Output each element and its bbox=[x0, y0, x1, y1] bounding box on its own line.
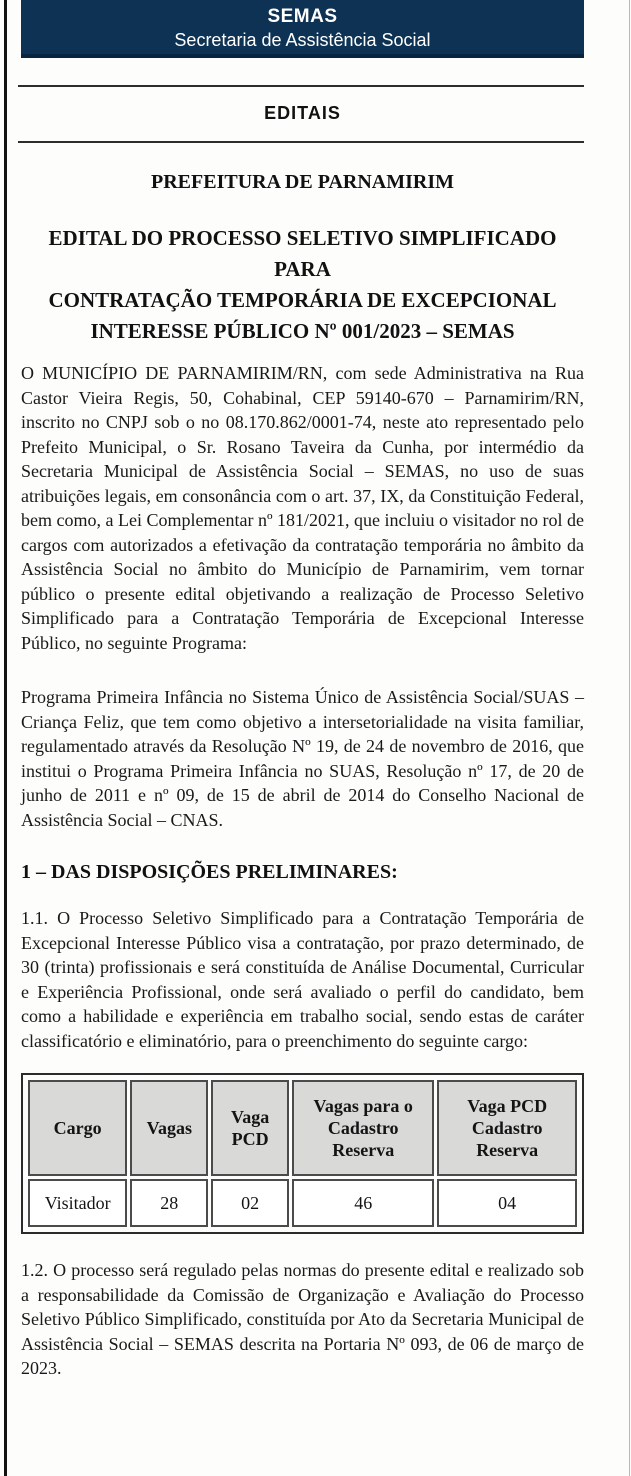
cell-pcd-cadastro-reserva: 04 bbox=[437, 1179, 577, 1227]
table-header-cadastro-reserva: Vagas para o Cadastro Reserva bbox=[292, 1080, 434, 1176]
cell-vagas: 28 bbox=[130, 1179, 208, 1227]
paragraph-program: Programa Primeira Infância no Sistema Único de Assistência Social/SUAS – Criança Feliz, que tem como objetivo a intersetorialidade na visita familiar, regulamentado através da Resolução Nº 19, de 24 de novembro de 2016, que institui o Programa Primeira Infância no SUAS, Resolução nº 17, de 20 de junho de 2011 e nº 09, de 15 de abril de 2014 do Conselho Nacional de Assistência Social – CNAS. bbox=[21, 687, 584, 830]
document-title-line: EDITAL DO PROCESSO SELETIVO SIMPLIFICADO PARA bbox=[48, 226, 557, 281]
cell-cadastro-reserva: 46 bbox=[292, 1179, 434, 1227]
org-abbreviation: SEMAS bbox=[267, 6, 338, 27]
org-name: Secretaria de Assistência Social bbox=[174, 30, 431, 50]
cell-cargo: Visitador bbox=[28, 1179, 127, 1227]
page-left-border bbox=[4, 0, 7, 1476]
vacancies-table bbox=[25, 1077, 580, 1230]
divider-bottom bbox=[18, 141, 584, 143]
section-label: EDITAIS bbox=[264, 103, 341, 123]
paragraph-item-1-1: 1.1. O Processo Seletivo Simplificado para a Contratação Temporária de Excepcional Interesse Público visa a contratação, por prazo determinado, de 30 (trinta) profissionais e será constituída de Análise Documental, Curricular e Experiência Profissional, onde será avaliado o perfil do candidato, bem como a habilidade e experiência em trabalho social, sendo estas de caráter classificatório e eliminatório, para o preenchimento do seguinte cargo: bbox=[21, 908, 584, 1051]
issuer-title: PREFEITURA DE PARNAMIRIM bbox=[151, 171, 454, 193]
page-right-border bbox=[629, 0, 630, 1476]
divider-top bbox=[18, 85, 584, 87]
table-header-vagas: Vagas bbox=[130, 1080, 208, 1176]
vacancies-table-wrapper bbox=[21, 1073, 584, 1234]
paragraph-intro: O MUNICÍPIO DE PARNAMIRIM/RN, com sede Administrativa na Rua Castor Vieira Regis, 50, Cohabinal, CEP 59140-670 – Parnamirim/RN, inscrito no CNPJ sob o no 08.170.862/0001-74, neste ato representado pelo Prefeito Municipal, o Sr. Rosano Taveira da Cunha, por intermédio da Secretaria Municipal de Assistência Social – SEMAS, no uso de suas atribuições legais, em consonância com o art. 37, IX, da Constituição Federal, bem como, a Lei Complementar nº 181/2021, que incluiu o visitador no rol de cargos com autorizados a efetivação da contratação temporária no âmbito da Assistência Social no âmbito do Município de Parnamirim, vem tornar público o presente edital objetivando a realização de Processo Seletivo Simplificado para a Contratação Temporária de Excepcional Interesse Público, no seguinte Programa: bbox=[21, 363, 584, 653]
document-title bbox=[21, 223, 584, 347]
paragraph-item-1-2: 1.2. O processo será regulado pelas normas do presente edital e realizado sob a responsabilidade da Comissão de Organização e Avaliação do Processo Seletivo Público Simplificado, constituída por Ato da Secretaria Municipal de Assistência Social – SEMAS descrita na Portaria Nº 093, de 06 de março de 2023. bbox=[21, 1260, 584, 1378]
document-page bbox=[21, 0, 584, 1381]
table-header-row bbox=[28, 1080, 577, 1176]
table-header-vaga-pcd: Vaga PCD bbox=[211, 1080, 289, 1176]
org-header-bar bbox=[21, 0, 584, 58]
table-row bbox=[28, 1179, 577, 1227]
table-header-cargo: Cargo bbox=[28, 1080, 127, 1176]
document-title-line: INTERESSE PÚBLICO Nº 001/2023 – SEMAS bbox=[90, 319, 515, 343]
section-1-heading: 1 – DAS DISPOSIÇÕES PRELIMINARES: bbox=[21, 861, 398, 883]
cell-vaga-pcd: 02 bbox=[211, 1179, 289, 1227]
document-title-line: CONTRATAÇÃO TEMPORÁRIA DE EXCEPCIONAL bbox=[48, 288, 557, 312]
table-header-pcd-cadastro-reserva: Vaga PCD Cadastro Reserva bbox=[437, 1080, 577, 1176]
